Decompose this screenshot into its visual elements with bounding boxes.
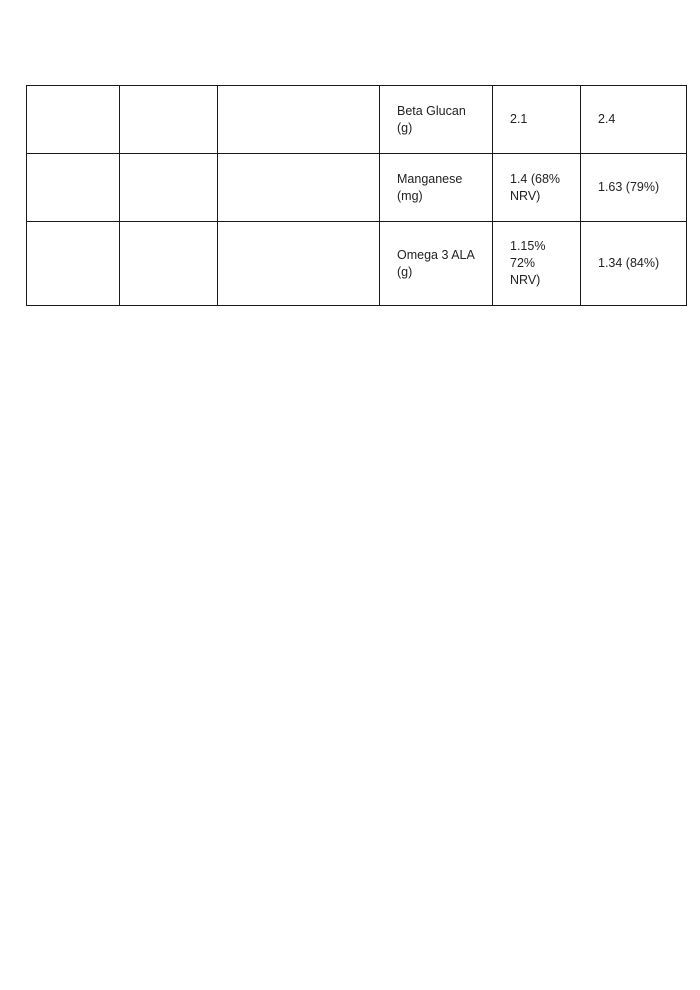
nutrient-value-1: 1.15% 72% NRV): [510, 239, 546, 287]
nutrient-name: Beta Glucan (g): [397, 103, 466, 135]
table-row: [27, 222, 687, 306]
table-cell-empty: [27, 222, 120, 306]
nutrition-table: [26, 85, 687, 306]
table-cell-empty: [218, 154, 380, 222]
table-row: [27, 86, 687, 154]
value-cell: [581, 154, 687, 222]
table-cell-empty: [27, 154, 120, 222]
table-cell-empty: [218, 222, 380, 306]
nutrient-name: Omega 3 ALA (g): [397, 247, 475, 279]
value-cell: [493, 86, 581, 154]
table-cell-empty: [120, 154, 218, 222]
nutrient-name-cell: [380, 154, 493, 222]
nutrient-name: Manganese (mg): [397, 171, 463, 203]
table-cell-empty: [120, 222, 218, 306]
value-cell: [493, 222, 581, 306]
value-cell: [581, 86, 687, 154]
nutrient-value-2: 1.34 (84%): [598, 256, 660, 270]
nutrient-value-1: 1.4 (68% NRV): [510, 171, 561, 203]
value-cell: [581, 222, 687, 306]
table-cell-empty: [120, 86, 218, 154]
nutrient-name-cell: [380, 86, 493, 154]
table-cell-empty: [218, 86, 380, 154]
nutrient-value-2: 2.4: [598, 112, 616, 126]
nutrient-name-cell: [380, 222, 493, 306]
nutrient-value-1: 2.1: [510, 112, 528, 126]
value-cell: [493, 154, 581, 222]
table-cell-empty: [27, 86, 120, 154]
table-row: [27, 154, 687, 222]
nutrient-value-2: 1.63 (79%): [598, 180, 660, 194]
